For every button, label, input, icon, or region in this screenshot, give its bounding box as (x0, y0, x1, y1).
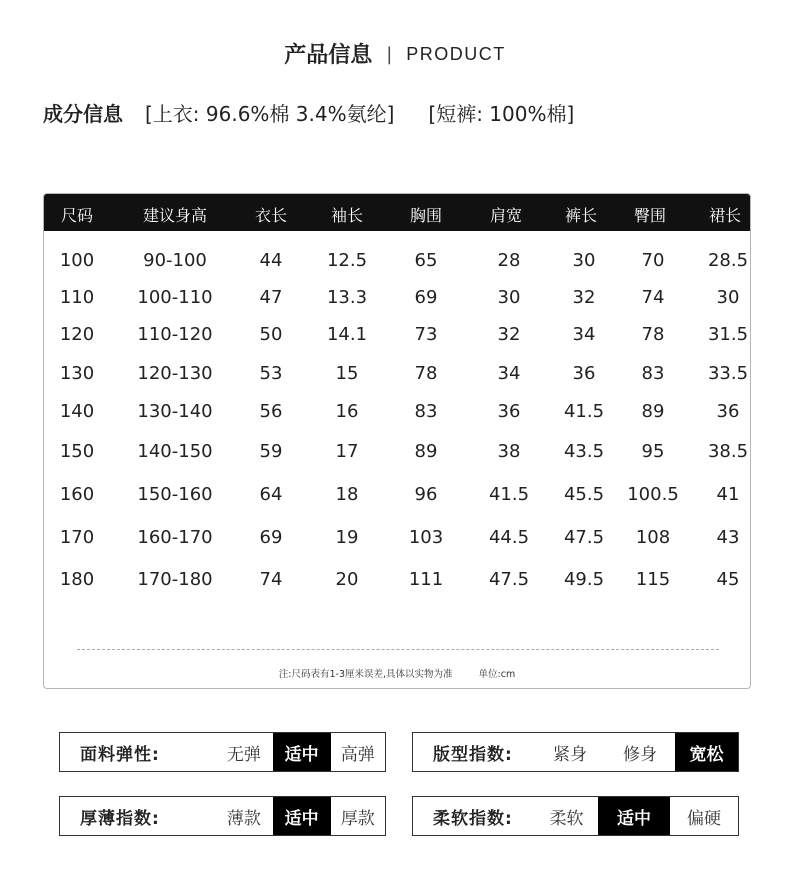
title-en: PRODUCT (406, 44, 506, 64)
table-cell: 16 (335, 401, 359, 422)
table-cell: 33.5 (707, 363, 749, 384)
title-cn: 产品信息 (284, 43, 373, 68)
table-cell: 38.5 (707, 441, 749, 462)
attribute-thickness (59, 796, 386, 836)
table-cell: 20 (335, 569, 359, 590)
header-cell: 胸围 (409, 206, 443, 225)
table-cell: 14.1 (326, 324, 368, 345)
table-cell: 140-150 (137, 441, 213, 462)
table-cell: 41.5 (563, 401, 605, 422)
table-cell: 115 (635, 569, 671, 590)
table-cell: 45.5 (563, 484, 605, 505)
header-cell: 裙长 (708, 206, 742, 225)
table-cell: 43.5 (563, 441, 605, 462)
table-cell: 41 (716, 484, 740, 505)
unit-text: 单位:cm (478, 669, 516, 680)
attribute-option: 高弹 (340, 744, 375, 765)
table-row (44, 287, 750, 311)
attribute-option: 修身 (623, 744, 657, 765)
attribute-option: 柔软 (549, 808, 584, 829)
table-cell: 170 (59, 527, 95, 548)
composition-info (43, 98, 574, 127)
table-cell: 17 (335, 441, 359, 462)
table-cell: 50 (259, 324, 283, 345)
table-cell: 108 (635, 527, 671, 548)
table-cell: 30 (497, 287, 521, 308)
table-cell: 28.5 (707, 250, 749, 271)
table-cell: 110 (59, 287, 95, 308)
table-row (44, 324, 750, 348)
table-cell: 83 (414, 401, 438, 422)
table-cell: 65 (414, 250, 438, 271)
table-cell: 30 (572, 250, 596, 271)
header-cell: 建议身高 (142, 206, 208, 225)
table-cell: 34 (572, 324, 596, 345)
attribute-softness (412, 796, 739, 836)
table-cell: 47 (259, 287, 283, 308)
header-cell: 衣长 (254, 206, 288, 225)
table-cell: 90-100 (143, 250, 207, 271)
table-note (44, 666, 750, 680)
composition-shorts: [短裤: 100%棉] (428, 102, 575, 126)
header-cell: 臀围 (633, 206, 667, 225)
table-cell: 111 (408, 569, 444, 590)
table-cell: 47.5 (563, 527, 605, 548)
table-cell: 64 (259, 484, 283, 505)
composition-top: [上衣: 96.6%棉 3.4%氨纶] (145, 102, 395, 126)
table-cell: 41.5 (488, 484, 530, 505)
table-cell: 32 (572, 287, 596, 308)
table-row (44, 569, 750, 593)
table-cell: 32 (497, 324, 521, 345)
table-cell: 28 (497, 250, 521, 271)
table-cell: 69 (414, 287, 438, 308)
table-cell: 120 (59, 324, 95, 345)
table-cell: 83 (641, 363, 665, 384)
size-table (43, 193, 751, 689)
table-cell: 30 (716, 287, 740, 308)
header-cell: 袖长 (330, 206, 364, 225)
table-cell: 160-170 (137, 527, 213, 548)
table-cell: 59 (259, 441, 283, 462)
table-cell: 103 (408, 527, 444, 548)
table-cell: 120-130 (137, 363, 213, 384)
table-cell: 19 (335, 527, 359, 548)
attribute-option: 紧身 (553, 744, 587, 765)
table-row (44, 441, 750, 465)
header-cell: 肩宽 (489, 206, 523, 225)
attribute-option: 宽松 (675, 733, 738, 771)
attribute-label: 面料弹性: (80, 744, 160, 765)
table-cell: 13.3 (326, 287, 368, 308)
table-cell: 150-160 (137, 484, 213, 505)
table-cell: 100-110 (137, 287, 213, 308)
table-cell: 110-120 (137, 324, 213, 345)
table-cell: 56 (259, 401, 283, 422)
attribute-option: 适中 (273, 797, 331, 835)
table-cell: 74 (641, 287, 665, 308)
attribute-option: 适中 (273, 733, 331, 771)
table-cell: 47.5 (488, 569, 530, 590)
table-cell: 45 (716, 569, 740, 590)
table-cell: 78 (641, 324, 665, 345)
table-cell: 160 (59, 484, 95, 505)
table-row (44, 527, 750, 551)
page-title (0, 38, 790, 69)
header-cell: 裤长 (564, 206, 598, 225)
table-cell: 36 (497, 401, 521, 422)
table-row (44, 401, 750, 425)
table-cell: 70 (641, 250, 665, 271)
table-cell: 100 (59, 250, 95, 271)
table-cell: 74 (259, 569, 283, 590)
attribute-fit (412, 732, 739, 772)
table-cell: 78 (414, 363, 438, 384)
table-row (44, 363, 750, 387)
header-cell: 尺码 (60, 206, 94, 225)
attribute-option: 厚款 (340, 808, 375, 829)
table-header (44, 194, 750, 231)
table-cell: 89 (641, 401, 665, 422)
table-cell: 38 (497, 441, 521, 462)
table-cell: 150 (59, 441, 95, 462)
table-cell: 140 (59, 401, 95, 422)
table-cell: 18 (335, 484, 359, 505)
table-row (44, 484, 750, 508)
table-cell: 96 (414, 484, 438, 505)
composition-label: 成分信息 (43, 102, 123, 126)
table-cell: 34 (497, 363, 521, 384)
attribute-label: 版型指数: (433, 744, 513, 765)
table-cell: 36 (572, 363, 596, 384)
table-cell: 89 (414, 441, 438, 462)
dashed-divider (77, 649, 719, 650)
attribute-label: 厚薄指数: (80, 808, 160, 829)
table-cell: 31.5 (707, 324, 749, 345)
table-cell: 49.5 (563, 569, 605, 590)
note-text: 注:尺码表有1-3厘米误差,具体以实物为准 (278, 669, 453, 680)
table-cell: 130-140 (137, 401, 213, 422)
table-cell: 44 (259, 250, 283, 271)
table-cell: 73 (414, 324, 438, 345)
table-cell: 180 (59, 569, 95, 590)
table-cell: 69 (259, 527, 283, 548)
table-cell: 15 (335, 363, 359, 384)
table-row (44, 250, 750, 274)
table-cell: 95 (641, 441, 665, 462)
attribute-option: 偏硬 (687, 808, 721, 829)
table-cell: 43 (716, 527, 740, 548)
table-cell: 36 (716, 401, 740, 422)
title-separator: | (386, 44, 393, 65)
table-cell: 53 (259, 363, 283, 384)
attribute-elasticity (59, 732, 386, 772)
table-cell: 130 (59, 363, 95, 384)
attribute-option: 无弹 (226, 744, 261, 765)
table-cell: 170-180 (137, 569, 213, 590)
attribute-label: 柔软指数: (433, 808, 513, 829)
attribute-option: 薄款 (226, 808, 261, 829)
attribute-option: 适中 (598, 797, 670, 835)
table-cell: 44.5 (488, 527, 530, 548)
table-cell: 100.5 (627, 484, 679, 505)
table-cell: 12.5 (326, 250, 368, 271)
